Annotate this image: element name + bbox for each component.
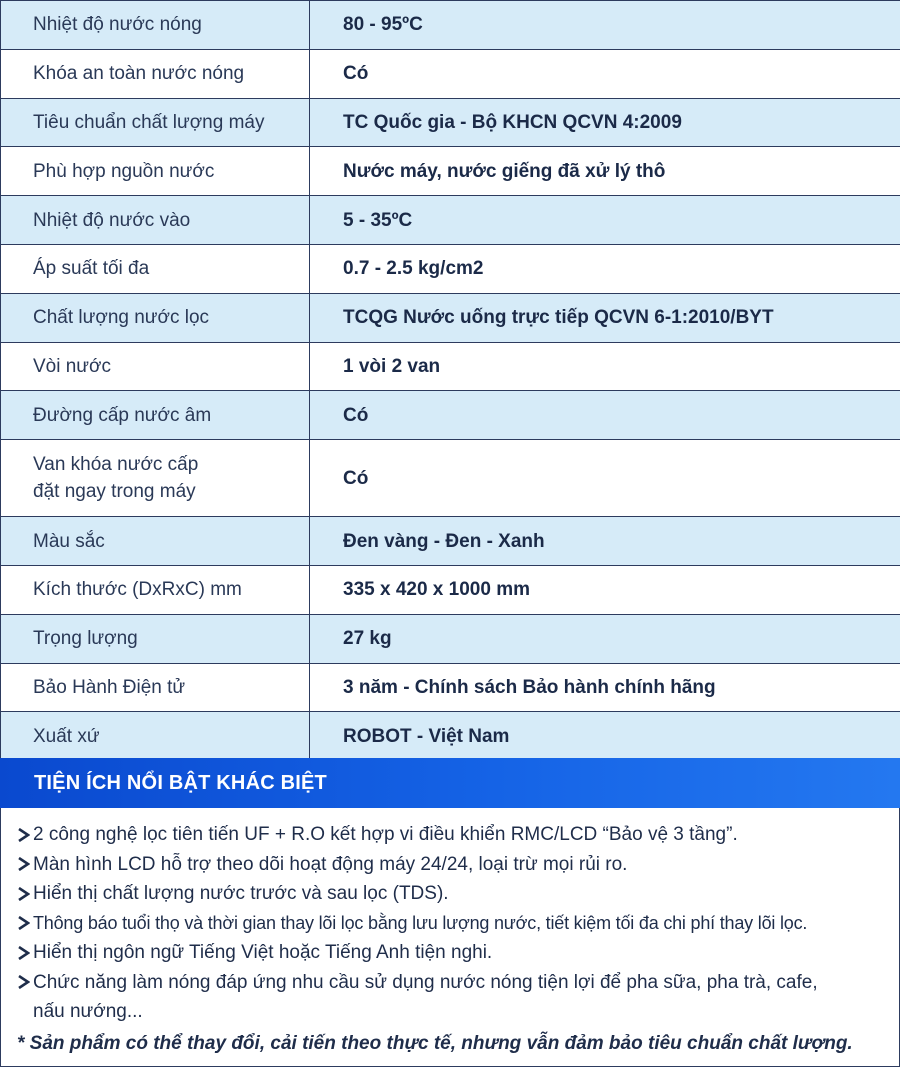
table-row	[1, 342, 900, 391]
table-row	[1, 1, 900, 50]
spec-label: Nhiệt độ nước nóng	[1, 1, 310, 50]
disclaimer-note: * Sản phẩm có thể thay đổi, cải tiến theo thực tế, nhưng vẫn đảm bảo tiêu chuẩn chất lượng.	[17, 1032, 853, 1054]
chevron-right-icon	[17, 938, 33, 968]
feature-text: Thông báo tuổi thọ và thời gian thay lõi lọc bằng lưu lượng nước, tiết kiệm tối đa chi phí thay lõi lọc.	[33, 912, 808, 933]
spec-label: Phù hợp nguồn nước	[1, 147, 310, 196]
table-row	[1, 147, 900, 196]
spec-value: Đen vàng - Đen - Xanh	[310, 517, 900, 566]
table-row	[1, 293, 900, 342]
features-list	[0, 808, 900, 1067]
feature-text: 2 công nghệ lọc tiên tiến UF + R.O kết hợp vi điều khiển RMC/LCD “Bảo vệ 3 tầng”.	[33, 824, 738, 845]
feature-text: Hiển thị chất lượng nước trước và sau lọc (TDS).	[33, 883, 449, 904]
spec-value: 3 năm - Chính sách Bảo hành chính hãng	[310, 663, 900, 712]
spec-value: TCQG Nước uống trực tiếp QCVN 6-1:2010/BYT	[310, 293, 900, 342]
chevron-right-icon	[17, 879, 33, 909]
spec-value: 80 - 95ºC	[310, 1, 900, 50]
table-row	[1, 614, 900, 663]
spec-value: 27 kg	[310, 614, 900, 663]
spec-label	[1, 440, 310, 517]
features-banner: TIỆN ÍCH NỔI BẬT KHÁC BIỆT	[0, 758, 900, 808]
list-item	[17, 879, 899, 909]
spec-label: Áp suất tối đa	[1, 244, 310, 293]
spec-label: Chất lượng nước lọc	[1, 293, 310, 342]
table-row	[1, 663, 900, 712]
spec-value: 335 x 420 x 1000 mm	[310, 565, 900, 614]
spec-label-line: đặt ngay trong máy	[33, 481, 196, 503]
spec-value: Có	[310, 391, 900, 440]
spec-label-line: Van khóa nước cấp	[33, 454, 199, 476]
table-row	[1, 712, 900, 761]
spec-label: Nhiệt độ nước vào	[1, 196, 310, 245]
chevron-right-icon	[17, 909, 33, 939]
spec-value: Nước máy, nước giếng đã xử lý thô	[310, 147, 900, 196]
spec-label: Kích thước (DxRxC) mm	[1, 565, 310, 614]
list-item	[17, 820, 899, 850]
table-row	[1, 440, 900, 517]
table-row	[1, 98, 900, 147]
features-banner-wrap	[0, 758, 900, 808]
spec-value: 1 vòi 2 van	[310, 342, 900, 391]
spec-value: 5 - 35ºC	[310, 196, 900, 245]
spec-label: Vòi nước	[1, 342, 310, 391]
spec-value: Có	[310, 440, 900, 517]
spec-value: TC Quốc gia - Bộ KHCN QCVN 4:2009	[310, 98, 900, 147]
chevron-right-icon	[17, 968, 33, 998]
table-row	[1, 565, 900, 614]
chevron-right-icon	[17, 850, 33, 880]
spec-value: ROBOT - Việt Nam	[310, 712, 900, 761]
spec-label: Tiêu chuẩn chất lượng máy	[1, 98, 310, 147]
list-item	[17, 909, 899, 939]
table-row	[1, 244, 900, 293]
table-row	[1, 49, 900, 98]
list-item	[17, 850, 899, 880]
spec-label: Bảo Hành Điện tử	[1, 663, 310, 712]
spec-value: 0.7 - 2.5 kg/cm2	[310, 244, 900, 293]
list-item	[17, 968, 899, 1027]
feature-text: Màn hình LCD hỗ trợ theo dõi hoạt động máy 24/24, loại trừ mọi rủi ro.	[33, 853, 628, 875]
spec-label: Đường cấp nước âm	[1, 391, 310, 440]
table-row	[1, 196, 900, 245]
spec-label: Xuất xứ	[1, 712, 310, 761]
spec-value: Có	[310, 49, 900, 98]
chevron-right-icon	[17, 820, 33, 850]
list-item	[17, 938, 899, 968]
table-row	[1, 391, 900, 440]
feature-text: Hiển thị ngôn ngữ Tiếng Việt hoặc Tiếng Anh tiện nghi.	[33, 942, 493, 963]
spec-label: Khóa an toàn nước nóng	[1, 49, 310, 98]
table-row	[1, 517, 900, 566]
feature-text: Chức năng làm nóng đáp ứng nhu cầu sử dụng nước nóng tiện lợi để pha sữa, pha trà, cafe, nấu nướng...	[33, 971, 818, 1022]
spec-label: Trọng lượng	[1, 614, 310, 663]
spec-label: Màu sắc	[1, 517, 310, 566]
